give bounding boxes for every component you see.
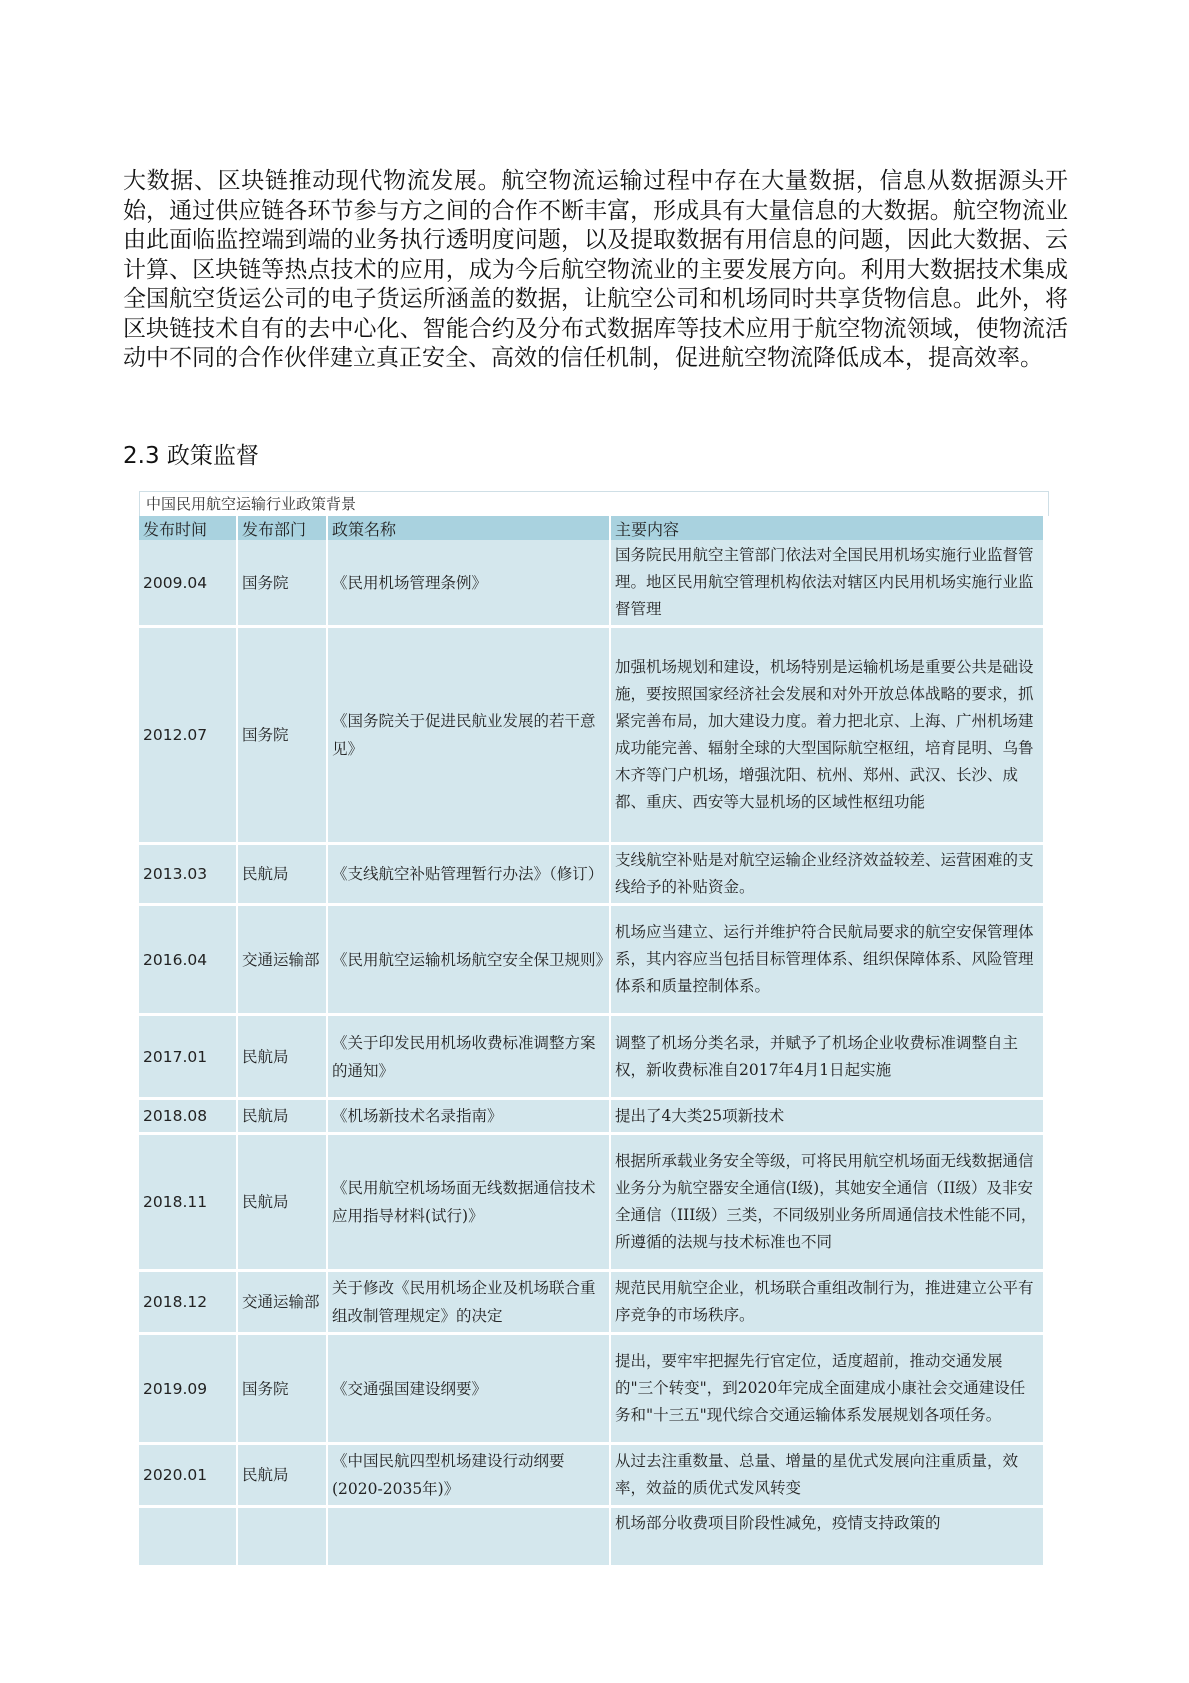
cell-content: 机场应当建立、运行并维护符合民航局要求的航空安保管理体系，其内容应当包括目标管理体系、组织保障体系、风险管理体系和质量控制体系。 (610, 905, 1044, 1015)
cell-name: 《民用机场管理条例》 (327, 540, 610, 627)
cell-dept: 国务院 (237, 1334, 327, 1444)
header-date: 发布时间 (139, 516, 237, 540)
table-row (139, 905, 1044, 1015)
section-heading: 2.3 政策监督 (123, 443, 259, 469)
cell-date: 2009.04 (139, 540, 237, 627)
table-row (139, 540, 1044, 627)
cell-date: 2016.04 (139, 905, 237, 1015)
header-content: 主要内容 (610, 516, 1044, 540)
cell-dept: 交通运输部 (237, 905, 327, 1015)
table-row (139, 1271, 1044, 1334)
cell-date (139, 1507, 237, 1567)
cell-date: 2012.07 (139, 627, 237, 844)
cell-name: 《中国民航四型机场建设行动纲要(2020-2035年)》 (327, 1444, 610, 1507)
cell-name: 《国务院关于促进民航业发展的若干意见》 (327, 627, 610, 844)
cell-content: 调整了机场分类名录，并赋予了机场企业收费标准调整自主权，新收费标准自2017年4月1日起实施 (610, 1015, 1044, 1099)
cell-dept (237, 1507, 327, 1567)
policy-table-container (139, 491, 1049, 1532)
cell-name: 《交通强国建设纲要》 (327, 1334, 610, 1444)
cell-date: 2020.01 (139, 1444, 237, 1507)
cell-name: 关于修改《民用机场企业及机场联合重组改制管理规定》的决定 (327, 1271, 610, 1334)
cell-date: 2017.01 (139, 1015, 237, 1099)
cell-date: 2019.09 (139, 1334, 237, 1444)
header-name: 政策名称 (327, 516, 610, 540)
cell-dept: 民航局 (237, 1134, 327, 1271)
cell-dept: 民航局 (237, 1444, 327, 1507)
cell-date: 2013.03 (139, 844, 237, 905)
intro-paragraph: 大数据、区块链推动现代物流发展。航空物流运输过程中存在大量数据，信息从数据源头开始，通过供应链各环节参与方之间的合作不断丰富，形成具有大量信息的大数据。航空物流业由此面临监控端到端的业务执行透明度问题，以及提取数据有用信息的问题，因此大数据、云计算、区块链等热点技术的应用，成为今后航空物流业的主要发展方向。利用大数据技术集成全国航空货运公司的电子货运所涵盖的数据，让航空公司和机场同时共享货物信息。此外，将区块链技术自有的去中心化、智能合约及分布式数据库等技术应用于航空物流领域，使物流活动中不同的合作伙伴建立真正安全、高效的信任机制，促进航空物流降低成本，提高效率。 (123, 168, 1068, 371)
cell-dept: 民航局 (237, 844, 327, 905)
cell-content: 从过去注重数量、总量、增量的星优式发展向注重质量，效率，效益的质优式发风转变 (610, 1444, 1044, 1507)
cell-name: 《关于印发民用机场收费标准调整方案的通知》 (327, 1015, 610, 1099)
cell-dept: 国务院 (237, 627, 327, 844)
policy-table (139, 516, 1045, 1568)
cell-content: 根据所承载业务安全等级，可将民用航空机场面无线数据通信业务分为航空器安全通信(I级)，其她安全通信（II级）及非安全通信（III级）三类，不同级别业务所周通信技术性能不同，所遵循的法规与技术标准也不同 (610, 1134, 1044, 1271)
cell-date: 2018.08 (139, 1099, 237, 1134)
cell-dept: 国务院 (237, 540, 327, 627)
table-row (139, 1134, 1044, 1271)
cell-dept: 民航局 (237, 1015, 327, 1099)
header-dept: 发布部门 (237, 516, 327, 540)
cell-content: 支线航空补贴是对航空运输企业经济效益较差、运营困难的支线给予的补贴资金。 (610, 844, 1044, 905)
cell-name: 《民用航空运输机场航空安全保卫规则》 (327, 905, 610, 1015)
table-row (139, 1334, 1044, 1444)
cell-content: 机场部分收费项目阶段性减免，疫情支持政策的 (610, 1507, 1044, 1567)
cell-content: 提出，要牢牢把握先行官定位，适度超前，推动交通发展的"三个转变"，到2020年完成全面建成小康社会交通建设任务和"十三五"现代综合交通运输体系发展规划各项任务。 (610, 1334, 1044, 1444)
table-row (139, 844, 1044, 905)
cell-date: 2018.11 (139, 1134, 237, 1271)
cell-name: 《支线航空补贴管理暂行办法》（修订） (327, 844, 610, 905)
table-row (139, 1015, 1044, 1099)
cell-name: 《民用航空机场场面无线数据通信技术应用指导材料(试行)》 (327, 1134, 610, 1271)
cell-name: 《机场新技术名录指南》 (327, 1099, 610, 1134)
cell-content: 提出了4大类25项新技术 (610, 1099, 1044, 1134)
table-row (139, 1507, 1044, 1567)
table-row (139, 627, 1044, 844)
cell-dept: 民航局 (237, 1099, 327, 1134)
table-caption: 中国民用航空运输行业政策背景 (139, 491, 1049, 516)
cell-content: 规范民用航空企业，机场联合重组改制行为，推进建立公平有序竞争的市场秩序。 (610, 1271, 1044, 1334)
cell-dept: 交通运输部 (237, 1271, 327, 1334)
cell-content: 国务院民用航空主管部门依法对全国民用机场实施行业监督管理。地区民用航空管理机构依法对辖区内民用机场实施行业监督管理 (610, 540, 1044, 627)
cell-name (327, 1507, 610, 1567)
table-header-row (139, 516, 1044, 540)
table-row (139, 1099, 1044, 1134)
table-row (139, 1444, 1044, 1507)
cell-content: 加强机场规划和建设，机场特别是运输机场是重要公共是础设施，要按照国家经济社会发展和对外开放总体战略的要求，抓紧完善布局，加大建设力度。着力把北京、上海、广州机场建成功能完善、辐射全球的大型国际航空枢纽，培育昆明、乌鲁木齐等门户机场，增强沈阳、杭州、郑州、武汉、长沙、成都、重庆、西安等大显机场的区域性枢纽功能 (610, 627, 1044, 844)
cell-date: 2018.12 (139, 1271, 237, 1334)
